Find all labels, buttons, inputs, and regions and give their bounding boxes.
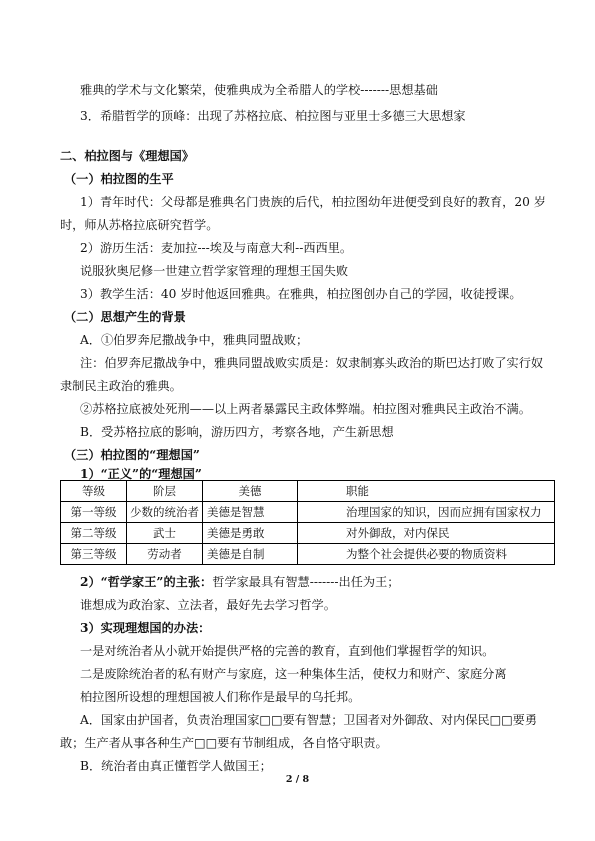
subsubsection-heading: 1）“正义”的“理想国” <box>80 467 202 481</box>
paragraph-line: 柏拉图所设想的理想国被人们称作是最早的乌托邦。 <box>80 690 361 704</box>
table-cell: 美德是勇敢 <box>203 523 298 544</box>
paragraph-line: 注：伯罗奔尼撒战争中，雅典同盟战败实质是：奴隶制寡头政治的斯巴达打败了实行奴 <box>80 356 544 370</box>
table-header-row <box>61 481 555 502</box>
table-cell: 第二等级 <box>61 523 127 544</box>
table-cell: 劳动者 <box>127 544 203 565</box>
table-cell: 美德是自制 <box>203 544 298 565</box>
table-cell: 少数的统治者 <box>127 502 203 523</box>
paragraph-line: 敢；生产者从事各种生产□□要有节制组成，各自恪守职责。 <box>60 736 388 750</box>
section-heading: 二、柏拉图与《理想国》 <box>60 149 195 163</box>
paragraph-line: 说服狄奥尼修一世建立哲学家管理的理想王国失败 <box>80 264 349 278</box>
subsection-heading: （二）思想产生的背景 <box>64 310 186 324</box>
paragraph-line: 时，师从苏格拉底研究哲学。 <box>60 218 219 232</box>
classes-table <box>60 480 555 565</box>
paragraph-line: 3）教学生活：40 岁时他返回雅典。在雅典，柏拉图创办自己的学园，收徒授课。 <box>80 287 522 301</box>
inline-text: 哲学家最具有智慧-------出任为王； <box>212 575 400 589</box>
subsubsection-heading: 3）实现理想国的办法： <box>80 621 211 635</box>
table-cell: 对外御敌，对内保民 <box>298 523 555 544</box>
table-cell: 为整个社会提供必要的物质资料 <box>298 544 555 565</box>
table-cell: 治理国家的知识，因而应拥有国家权力 <box>298 502 555 523</box>
paragraph-line: 1）青年时代：父母都是雅典名门贵族的后代，柏拉图幼年进便受到良好的教育，20 岁 <box>80 195 546 209</box>
table-row <box>61 523 555 544</box>
subsection-heading: （一）柏拉图的生平 <box>64 172 174 186</box>
paragraph-line: 3．希腊哲学的顶峰：出现了苏格拉底、柏拉图与亚里士多德三大思想家 <box>80 109 466 123</box>
page-number: 2 / 8 <box>285 774 310 785</box>
paragraph-line: B．受苏格拉底的影响，游历四方，考察各地，产生新思想 <box>80 425 394 439</box>
subsection-heading: （三）柏拉图的“理想国” <box>64 448 200 462</box>
table-cell: 美德是智慧 <box>203 502 298 523</box>
paragraph-line: A．①伯罗奔尼撒战争中，雅典同盟战败； <box>80 333 309 347</box>
table-cell: 武士 <box>127 523 203 544</box>
paragraph-line: A．国家由护国者，负责治理国家□□要有智慧；卫国者对外御敌、对内保民□□要勇 <box>80 713 538 727</box>
table-cell: 第一等级 <box>61 502 127 523</box>
table-header-cell: 等级 <box>61 481 127 502</box>
paragraph-line: 一是对统治者从小就开始提供严格的完善的教育，直到他们掌握哲学的知识。 <box>80 644 495 658</box>
inline-heading: 2）“哲学家王”的主张： <box>80 575 213 589</box>
paragraph-line: 隶制民主政治的雅典。 <box>60 379 182 393</box>
paragraph-line: 雅典的学术与文化繁荣，使雅典成为全希腊人的学校-------思想基础 <box>80 83 438 97</box>
paragraph-line: 2）游历生活：麦加拉---埃及与南意大利--西西里。 <box>80 241 353 255</box>
paragraph-line: ②苏格拉底被处死刑——以上两者暴露民主政体弊端。柏拉图对雅典民主政治不满。 <box>80 402 531 416</box>
paragraph-line <box>80 574 399 590</box>
table-header-cell: 美德 <box>203 481 298 502</box>
table-header-cell: 阶层 <box>127 481 203 502</box>
table-header-cell: 职能 <box>298 481 555 502</box>
table-row <box>61 544 555 565</box>
paragraph-line: B．统治者由真正懂哲学人做国王； <box>80 759 272 773</box>
paragraph-line: 二是废除统治者的私有财产与家庭，这一种集体生活，使权力和财产、家庭分离 <box>80 667 507 681</box>
paragraph-line: 谁想成为政治家、立法者，最好先去学习哲学。 <box>80 598 336 612</box>
table-cell: 第三等级 <box>61 544 127 565</box>
table-row <box>61 502 555 523</box>
